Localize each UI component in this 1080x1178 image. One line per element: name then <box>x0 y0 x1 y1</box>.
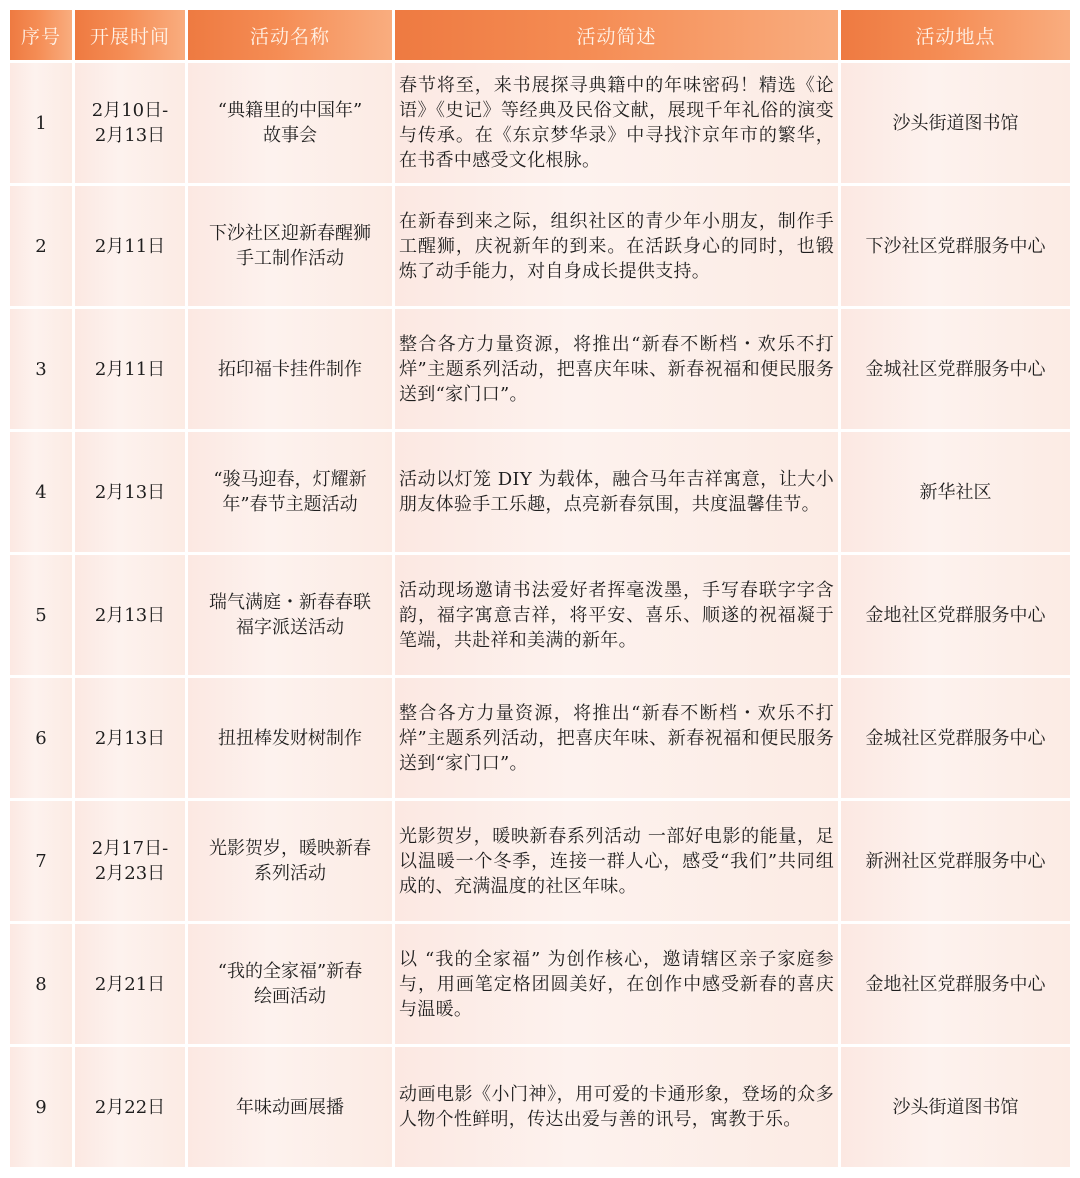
activity-name <box>188 555 392 675</box>
activity-time <box>75 432 185 552</box>
activity-time-line: 2月10日- <box>91 100 169 121</box>
activity-description: 整合各方力量资源，将推出“新春不断档・欢乐不打烊”主题系列活动，把喜庆年味、新春祝福和便民服务送到“家门口”。 <box>395 678 838 798</box>
activity-description: 在新春到来之际，组织社区的青少年小朋友，制作手工醒狮，庆祝新年的到来。在活跃身心的同时，也锻炼了动手能力，对自身成长提供支持。 <box>395 186 838 306</box>
activity-location: 沙头街道图书馆 <box>841 1047 1070 1167</box>
activity-name-line: 年味动画展播 <box>236 1096 344 1118</box>
activity-location: 金地社区党群服务中心 <box>841 924 1070 1044</box>
row-number: 1 <box>10 63 72 183</box>
activity-description: 活动现场邀请书法爱好者挥毫泼墨，手写春联字字含韵，福字寓意吉祥，将平安、喜乐、顺遂的祝福凝于笔端，共赴祥和美满的新年。 <box>395 555 838 675</box>
table-row <box>10 432 1070 552</box>
activity-time <box>75 801 185 921</box>
activity-location: 新华社区 <box>841 432 1070 552</box>
activity-time-line: 2月11日 <box>94 235 166 257</box>
activity-schedule-table-container <box>10 10 1070 1167</box>
activity-time-line: 2月23日 <box>94 863 166 884</box>
activity-name <box>188 186 392 306</box>
activity-name <box>188 63 392 183</box>
activity-location: 沙头街道图书馆 <box>841 63 1070 183</box>
table-row <box>10 63 1070 183</box>
activity-name-line: 拓印福卡挂件制作 <box>218 358 362 380</box>
activity-time-line: 2月13日 <box>94 604 166 626</box>
row-number: 5 <box>10 555 72 675</box>
header-time: 开展时间 <box>75 10 185 60</box>
header-desc: 活动简述 <box>395 10 838 60</box>
activity-name <box>188 1047 392 1167</box>
activity-name <box>188 309 392 429</box>
activity-name-line: 福字派送活动 <box>236 617 344 638</box>
activity-time <box>75 555 185 675</box>
row-number: 8 <box>10 924 72 1044</box>
activity-time-line: 2月22日 <box>94 1096 166 1118</box>
activity-time <box>75 186 185 306</box>
activity-name-line: 系列活动 <box>254 863 326 884</box>
header-name: 活动名称 <box>188 10 392 60</box>
activity-name-line: “典籍里的中国年” <box>217 100 363 121</box>
activity-schedule-table <box>7 7 1073 1170</box>
activity-description: 光影贺岁，暖映新春系列活动 一部好电影的能量，足以温暖一个冬季，连接一群人心，感受“我们”共同组成的、充满温度的社区年味。 <box>395 801 838 921</box>
activity-name-line: 手工制作活动 <box>236 248 344 269</box>
row-number: 6 <box>10 678 72 798</box>
table-row <box>10 924 1070 1044</box>
activity-description: 春节将至，来书展探寻典籍中的年味密码！精选《论语》《史记》等经典及民俗文献，展现千年礼俗的演变与传承。在《东京梦华录》中寻找汴京年市的繁华，在书香中感受文化根脉。 <box>395 63 838 183</box>
table-row <box>10 186 1070 306</box>
activity-name <box>188 801 392 921</box>
table-row <box>10 309 1070 429</box>
header-row <box>10 10 1070 60</box>
activity-location: 新洲社区党群服务中心 <box>841 801 1070 921</box>
activity-name <box>188 432 392 552</box>
row-number: 3 <box>10 309 72 429</box>
row-number: 4 <box>10 432 72 552</box>
table-body <box>10 63 1070 1167</box>
activity-name <box>188 924 392 1044</box>
activity-name-line: 故事会 <box>263 125 317 146</box>
activity-name-line: 年”春节主题活动 <box>222 494 358 515</box>
row-number: 9 <box>10 1047 72 1167</box>
row-number: 7 <box>10 801 72 921</box>
header-no: 序号 <box>10 10 72 60</box>
activity-time-line: 2月13日 <box>94 727 166 749</box>
table-row <box>10 801 1070 921</box>
activity-time <box>75 1047 185 1167</box>
table-row <box>10 1047 1070 1167</box>
activity-name-line: “骏马迎春，灯耀新 <box>213 469 367 490</box>
activity-description: 动画电影《小门神》，用可爱的卡通形象，登场的众多人物个性鲜明，传达出爱与善的讯号，寓教于乐。 <box>395 1047 838 1167</box>
activity-description: 整合各方力量资源，将推出“新春不断档・欢乐不打烊”主题系列活动，把喜庆年味、新春祝福和便民服务送到“家门口”。 <box>395 309 838 429</box>
table-row <box>10 555 1070 675</box>
activity-name-line: 瑞气满庭・新春春联 <box>209 592 371 613</box>
activity-name-line: 扭扭棒发财树制作 <box>218 727 362 749</box>
activity-location: 金城社区党群服务中心 <box>841 678 1070 798</box>
activity-time-line: 2月13日 <box>94 125 166 146</box>
activity-time <box>75 63 185 183</box>
table-row <box>10 678 1070 798</box>
activity-time-line: 2月13日 <box>94 481 166 503</box>
activity-time-line: 2月17日- <box>91 838 169 859</box>
activity-name-line: 绘画活动 <box>254 986 326 1007</box>
activity-time-line: 2月11日 <box>94 358 166 380</box>
activity-description: 活动以灯笼 DIY 为载体，融合马年吉祥寓意，让大小朋友体验手工乐趣，点亮新春氛围，共度温馨佳节。 <box>395 432 838 552</box>
activity-time-line: 2月21日 <box>94 973 166 995</box>
row-number: 2 <box>10 186 72 306</box>
activity-location: 金地社区党群服务中心 <box>841 555 1070 675</box>
table-header <box>10 10 1070 60</box>
activity-location: 下沙社区党群服务中心 <box>841 186 1070 306</box>
activity-time <box>75 678 185 798</box>
activity-name-line: “我的全家福”新春 <box>217 961 363 982</box>
activity-name-line: 光影贺岁，暖映新春 <box>209 838 371 859</box>
activity-time <box>75 309 185 429</box>
activity-location: 金城社区党群服务中心 <box>841 309 1070 429</box>
header-place: 活动地点 <box>841 10 1070 60</box>
activity-name-line: 下沙社区迎新春醒狮 <box>209 223 371 244</box>
activity-time <box>75 924 185 1044</box>
activity-name <box>188 678 392 798</box>
activity-description: 以 “我的全家福” 为创作核心，邀请辖区亲子家庭参与，用画笔定格团圆美好，在创作中感受新春的喜庆与温暖。 <box>395 924 838 1044</box>
